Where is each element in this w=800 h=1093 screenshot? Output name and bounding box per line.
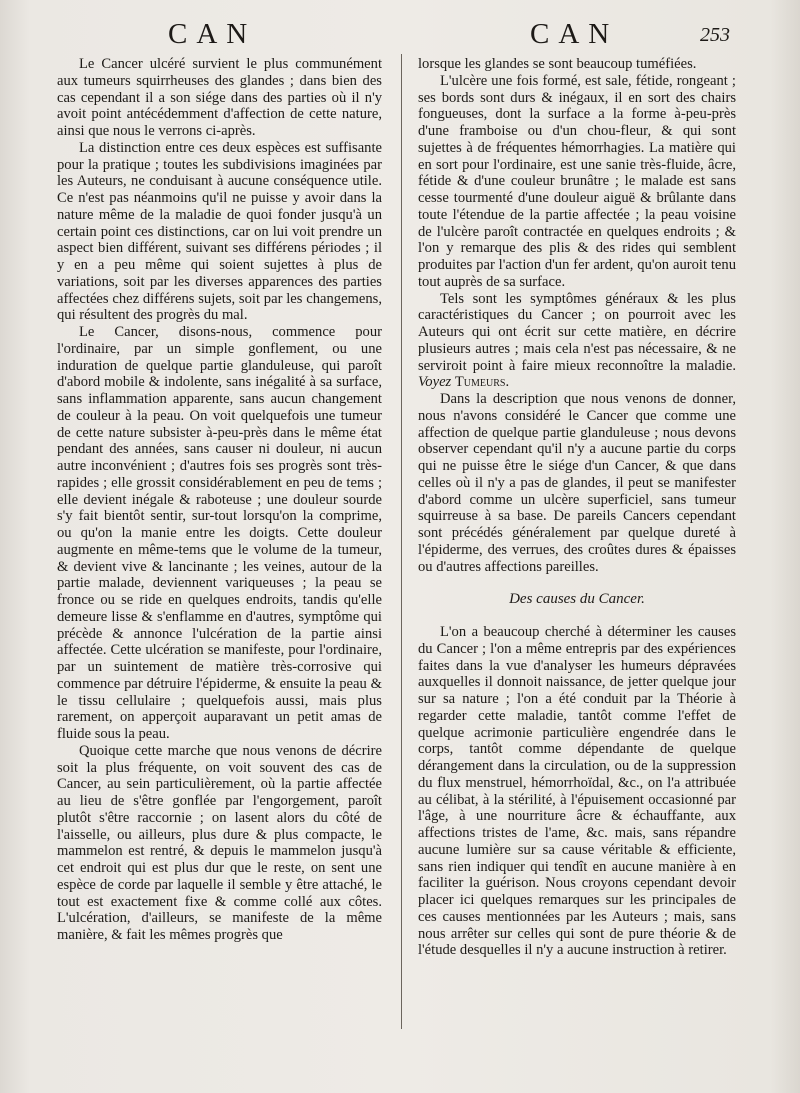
- paragraph: L'ulcère une fois formé, est sale, fétide, rongeant ; ses bords sont durs & inégaux, il en sort des chairs fongueuses, dont la surface a la forme à-peu-près d'une framboise ou d'un chou-fleur, & qui sont sujettes à de fréquentes hémorrhagies. La matière qui en sort pour l'ordinaire, est une sanie très-fluide, âcre, fétide & d'une couleur brunâtre ; le malade est sans cesse tourmenté d'une douleur aiguë & brûlante dans toute l'étendue de la partie affectée ; la peau voisine de l'ulcère paroît contractée en quelques endroits ; & l'on y remarque des plis & des rides qui semblent produites par l'action d'un fer ardent, qu'on auroit tenu tout auprès de sa surface.: [418, 72, 736, 290]
- left-column: [57, 56, 382, 944]
- paragraph: Le Cancer, disons-nous, commence pour l'ordinaire, par un simple gonflement, ou une induration de quelque partie glanduleuse, qui paroît d'abord mobile & indolente, sans inégalité à sa surface, sans inflammation apparente, sans aucun changement de couleur à la peau. On voit quelquefois une tumeur de cette nature subsister à-peu-près dans le même état pendant des années, sans causer ni douleur, ni aucun autre inconvénient ; d'autres fois ses progrès sont très-rapides ; elle grossit considérablement en peu de tems ; elle devient inégale & raboteuse ; une douleur sourde s'y fait bientôt sentir, sur-tout lorsqu'on la comprime, ou qu'on la manie entre les doigts. Cette douleur augmente en même-tems que le volume de la tumeur, & devient vive & lancinante ; les veines, autour de la partie malade, deviennent variqueuses ; la peau se fronce ou se ride en quelques endroits, tandis qu'elle demeure lisse & s'enflamme en d'autres, symptôme qui précède & annonce l'ulcération de la partie ainsi affectée. Cette ulcération se manifeste, pour l'ordinaire, par un suintement de matière très-corrosive qui commence par détruire l'épiderme, & ensuite la peau & le tissu cellulaire ; quelquefois aussi, mais plus rarement, on apperçoit auparavant un petit amas de fluide sous la peau.: [57, 324, 382, 742]
- paragraph: L'on a beaucoup cherché à déterminer les causes du Cancer ; l'on a même entrepris par des expériences faites dans la vue d'analyser les humeurs dépravées auxquelles il donnoit naissance, de jetter quelque jour sur sa nature ; l'on a été conduit par la Théorie à regarder cette maladie, tantôt comme l'effet de quelque acrimonie particulière engendrée dans le corps, tantôt comme dépendante de quelque dérangement dans la circulation, ou de la suppression du flux menstruel, hémorrhoïdal, &c., on l'a attribuée au célibat, à la stérilité, à l'épuisement occasionné par l'âge, à une nourriture âcre & échauffante, aux affections tristes de l'ame, &c. mais, sans répandre aucune lumière sur sa cause véritable & efficiente, sans rien indiquer qui tendît en aucune manière à en faciliter la guérison. Nous croyons cependant devoir placer ici quelques remarques sur les principales de ces causes mentionnées par les Auteurs ; mais, sans nous arrêter sur celles qui sont de pure théorie & de l'étude desquelles il n'y a aucune instruction à retirer.: [418, 624, 736, 959]
- paragraph: Dans la description que nous venons de donner, nous n'avons considéré le Cancer que comme une affection de quelque partie glanduleuse ; nous devons observer cependant qu'il n'y a aucune partie du corps qui ne puisse être le siége d'un Cancer, & que dans celles où il n'y a pas de glandes, il peut se manifester d'abord comme un ulcère superficiel, sans tumeur squirreuse à sa base. De pareils Cancers cependant sont précédés généralement par quelque dureté à l'épiderme, des verrues, des croûtes dures & épaisses ou d'autres affections pareilles.: [418, 391, 736, 575]
- running-header: [0, 18, 800, 58]
- cross-reference: Tumeurs.: [454, 374, 510, 391]
- right-running-head: CAN: [530, 18, 619, 50]
- column-divider: [401, 54, 402, 1029]
- left-running-head: CAN: [168, 18, 257, 50]
- paragraph-text: Tels sont les symptômes généraux & les plus caractéristiques du Cancer ; on pourroit avec les Auteurs qui ont écrit sur cette matière, en décrire plusieurs autres ; mais cela n'est pas nécessaire, & ne serviroit point à faire mieux reconnoître la maladie.: [418, 290, 736, 374]
- paragraph: La distinction entre ces deux espèces est suffisante pour la pratique ; toutes les subdivisions imaginées par les Auteurs, ne conduisant à aucune conséquence utile. Ce n'est pas néanmoins qu'il ne puisse y avoir dans la nature même de la maladie de quoi fonder jusqu'à un certain point ces distinctions, car on lui voit prendre un aspect bien différent, suivant ses différens périodes ; il y en a peu même qui soient sujettes à plus de variations, soit par les diverses apparences des parties affectées chez différens sujets, soit par les changemens, qui résultent des progrès du mal.: [57, 139, 382, 324]
- see-also-label: Voyez: [418, 374, 452, 391]
- section-heading: Des causes du Cancer.: [509, 591, 645, 608]
- page-number: 253: [700, 24, 730, 46]
- paragraph: [418, 291, 736, 392]
- paragraph-continuation: lorsque les glandes se sont beaucoup tuméfiées.: [418, 56, 697, 72]
- right-column: [418, 56, 736, 959]
- paragraph: Quoique cette marche que nous venons de décrire soit la plus fréquente, on voit souvent des cas de Cancer, au sein particulièrement, où la partie affectée au lieu de s'être gonflée par l'engorgement, paroît plutôt s'être raccornie ; on lasent alors du côté de l'aisselle, ou ailleurs, plus dure & plus compacte, le mammelon est rentré, & depuis le mammelon jusqu'à cet endroit qui est plus dur que le reste, on sent une espèce de corde par laquelle il semble y être attaché, le tout est exactement fixe & comme collé aux côtes. L'ulcération, d'ailleurs, se manifeste de la même manière, & fait les mêmes progrès que: [57, 742, 382, 943]
- paragraph: Le Cancer ulcéré survient le plus communément aux tumeurs squirrheuses des glandes ; dans bien des cas cependant il a son siége dans des parties où il n'y avoit point antécédemment d'affection de cette nature, ainsi que nous le verrons ci-après.: [57, 56, 382, 139]
